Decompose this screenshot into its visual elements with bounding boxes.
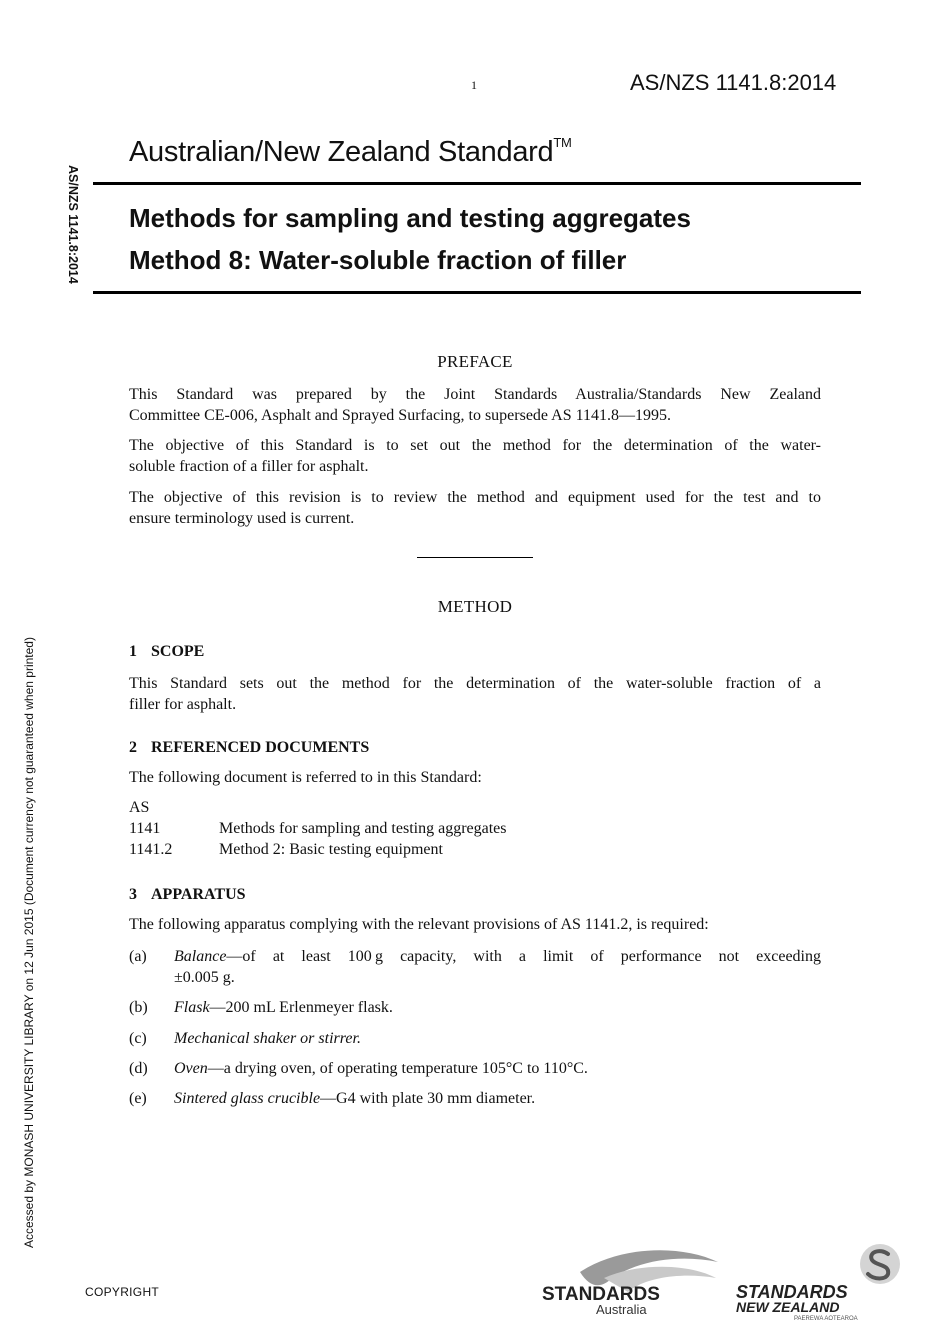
- item-body-line-1: [174, 946, 821, 967]
- preface-paragraph-3: [129, 487, 821, 529]
- scope-text-line-1: This Standard sets out the method for the determination of the water-soluble fraction of a: [129, 675, 821, 692]
- reference-code: 1141.2: [129, 841, 173, 858]
- references-group: AS: [129, 799, 150, 816]
- item-body: [174, 1088, 821, 1109]
- scope-text: [129, 673, 821, 715]
- logo-nz-sub: PAEREWA AOTEAROA: [794, 1316, 858, 1322]
- reference-row: [129, 820, 507, 838]
- references-intro: The following document is referred to in this Standard:: [129, 769, 482, 786]
- standard-title: [129, 136, 572, 169]
- item-term: Flask: [174, 999, 210, 1016]
- side-document-code: [64, 165, 80, 315]
- access-notice: [22, 598, 36, 1248]
- item-body-line-2: ±0.005 g.: [174, 969, 235, 986]
- item-term: Mechanical shaker or stirrer.: [174, 1030, 361, 1047]
- logo-nz-word-2: NEW ZEALAND: [736, 1299, 840, 1315]
- item-body: [174, 997, 821, 1018]
- item-body: [174, 946, 821, 988]
- item-body: [174, 1028, 821, 1049]
- side-document-code-text: AS/NZS 1141.8:2014: [66, 165, 80, 284]
- item-label: (e): [129, 1090, 147, 1107]
- preface-paragraph-2-line-1: The objective of this Standard is to set out the method for the determination of the water-: [129, 437, 821, 454]
- item-label: (b): [129, 999, 148, 1016]
- trademark-mark: TM: [553, 135, 572, 150]
- preface-paragraph-1-line-2: Committee CE-006, Asphalt and Sprayed Surfacing, to supersede AS 1141.8—1995.: [129, 407, 672, 424]
- apparatus-intro: The following apparatus complying with the relevant provisions of AS 1141.2, is required:: [129, 916, 709, 933]
- item-text: —200 mL Erlenmeyer flask.: [209, 999, 393, 1016]
- item-text: —G4 with plate 30 mm diameter.: [320, 1090, 536, 1107]
- logo-au-word: STANDARDS: [542, 1284, 660, 1305]
- section-divider: [417, 557, 533, 558]
- item-term: Balance: [174, 948, 227, 965]
- section-references-heading: [129, 739, 369, 757]
- item-text: —a drying oven, of operating temperature 105°C to 110°C.: [207, 1060, 588, 1077]
- item-term: Oven: [174, 1060, 208, 1077]
- method-heading: METHOD: [437, 597, 513, 616]
- item-label: (c): [129, 1030, 147, 1047]
- title-rule-bottom: [93, 291, 861, 294]
- standards-australia-logo: [540, 1248, 720, 1316]
- section-title: APPARATUS: [151, 886, 246, 903]
- access-notice-text: Accessed by MONASH UNIVERSITY LIBRARY on 12 Jun 2015 (Document currency not guaranteed when printed): [22, 637, 36, 1248]
- preface-paragraph-3-line-1: The objective of this revision is to review the method and equipment used for the test and to: [129, 489, 821, 506]
- reference-title: Method 2: Basic testing equipment: [219, 841, 443, 858]
- document-title-line-1: Methods for sampling and testing aggregates: [129, 203, 691, 233]
- section-number: 1: [129, 643, 137, 660]
- item-term: Sintered glass crucible: [174, 1090, 321, 1107]
- item-label: (d): [129, 1060, 148, 1077]
- preface-heading: PREFACE: [437, 352, 513, 371]
- preface-paragraph-3-line-2: ensure terminology used is current.: [129, 510, 355, 527]
- logo-au-sub: Australia: [596, 1302, 647, 1316]
- section-title: REFERENCED DOCUMENTS: [151, 739, 370, 756]
- logo-nz-word-1: STANDARDS: [736, 1282, 848, 1302]
- preface-paragraph-1: [129, 384, 821, 426]
- copyright-notice: COPYRIGHT: [85, 1285, 160, 1299]
- item-body: [174, 1058, 821, 1079]
- document-title-line-2: Method 8: Water-soluble fraction of filler: [129, 245, 627, 275]
- reference-title: Methods for sampling and testing aggregates: [219, 820, 507, 837]
- preface-paragraph-1-line-1: This Standard was prepared by the Joint Standards Australia/Standards New Zealand: [129, 386, 821, 403]
- section-apparatus-heading: [129, 886, 246, 904]
- standards-new-zealand-logo: [734, 1242, 904, 1322]
- standard-title-text: Australian/New Zealand Standard: [129, 136, 554, 168]
- preface-paragraph-2-line-2: soluble fraction of a filler for asphalt.: [129, 458, 369, 475]
- preface-paragraph-2: [129, 435, 821, 477]
- section-title: SCOPE: [151, 643, 205, 660]
- section-scope-heading: [129, 643, 204, 661]
- section-number: 2: [129, 739, 137, 756]
- item-label: (a): [129, 948, 147, 965]
- title-rule-top: [93, 182, 861, 185]
- page-number: 1: [471, 78, 477, 92]
- document-code: AS/NZS 1141.8:2014: [630, 70, 837, 95]
- reference-code: 1141: [129, 820, 161, 837]
- item-text: —of at least 100 g capacity, with a limit of performance not exceeding: [226, 948, 821, 965]
- section-number: 3: [129, 886, 137, 903]
- scope-text-line-2: filler for asphalt.: [129, 696, 237, 713]
- reference-row: [129, 841, 443, 859]
